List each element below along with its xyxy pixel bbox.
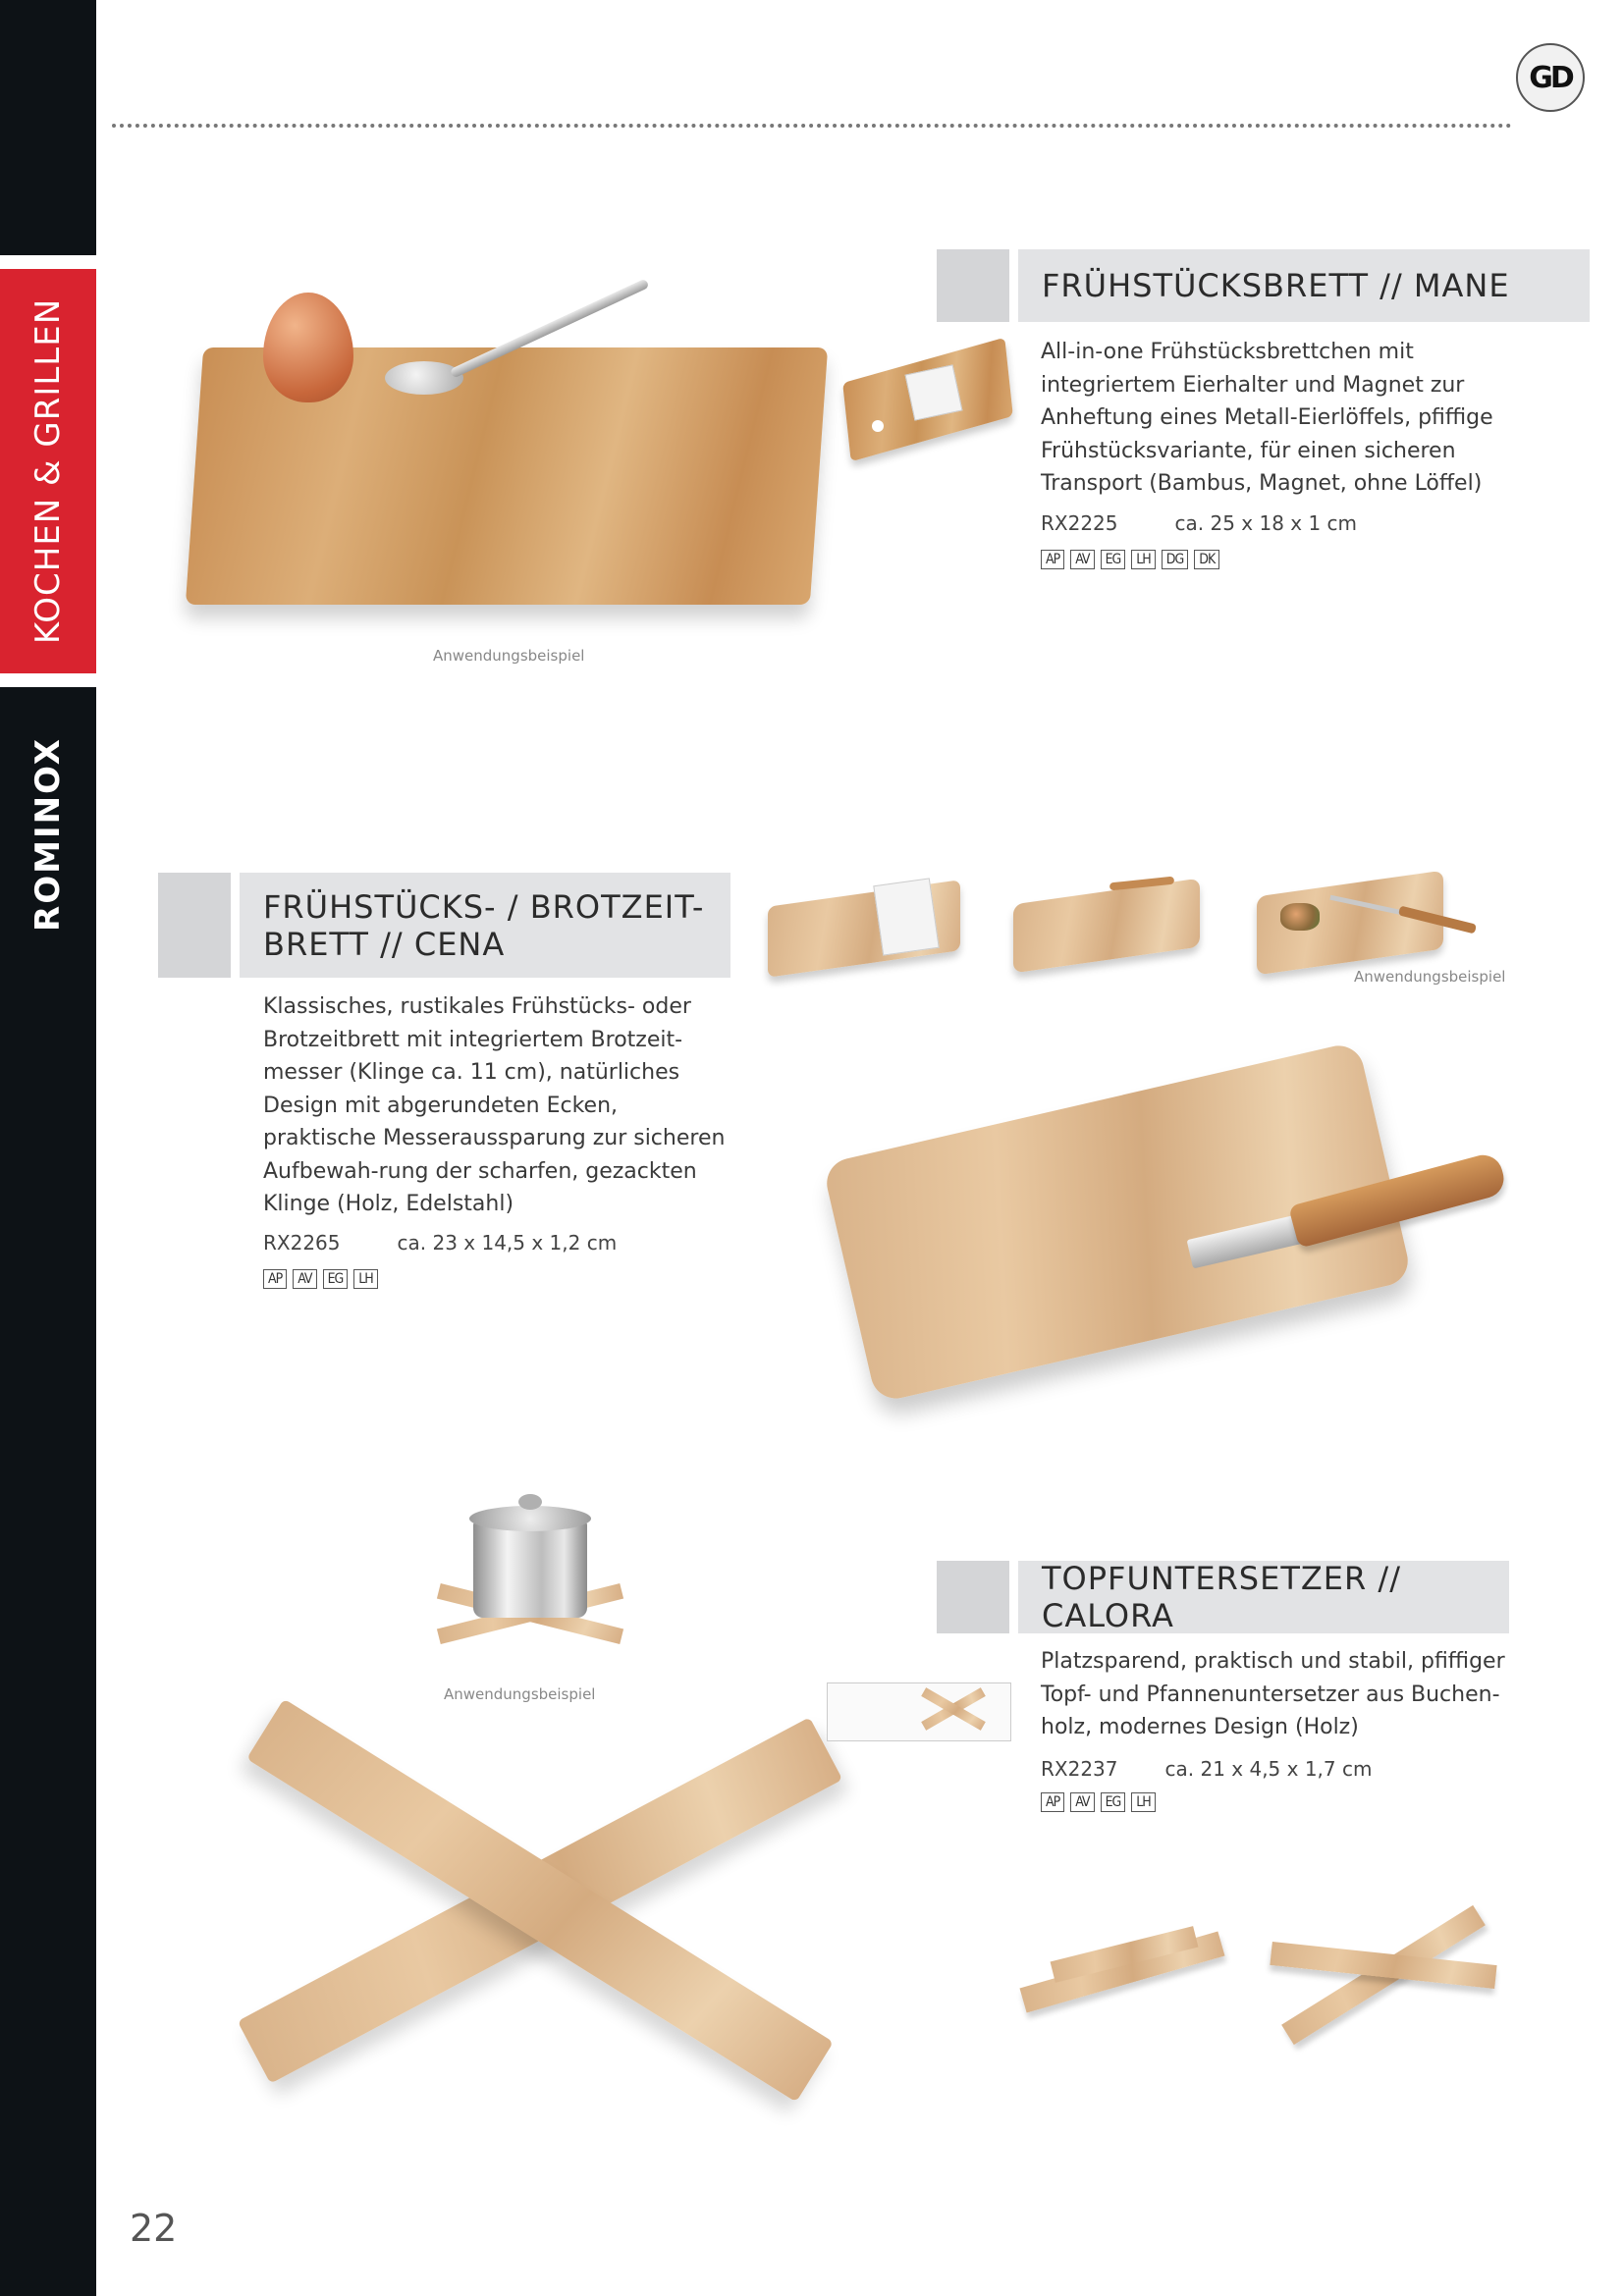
mane-sku: RX2225 <box>1041 511 1118 535</box>
cena-sku: RX2265 <box>263 1231 341 1255</box>
mane-tags <box>1041 550 1219 569</box>
title-marker <box>937 249 1009 322</box>
mane-packaging-image <box>842 346 1015 454</box>
calora-trivet-image <box>196 1698 874 2091</box>
cena-title-block <box>158 873 730 978</box>
tag-badge: DG <box>1162 550 1188 569</box>
title-marker <box>937 1561 1009 1633</box>
mane-dimensions: ca. 25 x 18 x 1 cm <box>1174 511 1358 535</box>
cena-usage-thumb <box>1251 864 1487 980</box>
tag-badge: LH <box>1131 550 1156 569</box>
tag-badge: EG <box>1101 1792 1126 1812</box>
mane-description: All-in-one Frühstücksbrettchen mit integriertem Eierhalter und Magnet zur Anheftung eines Metall-Eierlöffels, pfiffige Frühstücksvariante, für einen sicheren Transport (Bambus, Magnet, ohne Löffel) <box>1041 340 1493 496</box>
title-bar <box>240 873 730 978</box>
tag-badge: AV <box>1070 1792 1094 1812</box>
tag-badge: AV <box>293 1269 316 1289</box>
tag-badge: AP <box>1041 550 1064 569</box>
brand-logo: GD <box>1516 43 1585 112</box>
cena-spec <box>263 1231 617 1255</box>
tag-badge: LH <box>353 1269 378 1289</box>
cena-caption: Anwendungsbeispiel <box>1354 968 1506 986</box>
calora-sku: RX2237 <box>1041 1757 1118 1781</box>
calora-tags <box>1041 1792 1156 1812</box>
cena-board-image <box>803 1031 1530 1404</box>
cena-title-line1: FRÜHSTÜCKS- / BROTZEIT- <box>263 887 705 926</box>
mane-spec <box>1041 511 1357 535</box>
tag-badge: AP <box>263 1269 287 1289</box>
mane-board-image <box>187 285 835 648</box>
calora-open-image <box>1261 1885 1506 2061</box>
calora-caption: Anwendungsbeispiel <box>444 1685 596 1703</box>
mane-title: FRÜHSTÜCKSBRETT // MANE <box>1042 267 1510 304</box>
calora-packaging-image <box>823 1669 1015 1747</box>
cena-tags <box>263 1269 378 1289</box>
sidebar-category-label: KOCHEN & GRILLEN <box>28 297 69 645</box>
title-marker <box>158 873 231 978</box>
sidebar-top-block <box>0 0 96 255</box>
calora-title-block <box>937 1561 1509 1633</box>
tag-badge: EG <box>323 1269 349 1289</box>
sidebar-brand-label: ROMINOX <box>28 737 68 932</box>
header-divider <box>112 124 1512 128</box>
cena-title-line2: BRETT // CENA <box>263 925 506 963</box>
calora-title: TOPFUNTERSETZER // CALORA <box>1042 1560 1401 1634</box>
tag-badge: DK <box>1194 550 1219 569</box>
mane-caption: Anwendungsbeispiel <box>433 647 585 665</box>
tag-badge: AP <box>1041 1792 1064 1812</box>
calora-folded-image <box>1011 1904 1233 2022</box>
calora-description: Platzsparend, praktisch und stabil, pfiffiger Topf- und Pfannenuntersetzer aus Buchen-holz, modernes Design (Holz) <box>1041 1649 1505 1739</box>
cena-description: Klassisches, rustikales Frühstücks- oder Brotzeitbrett mit integriertem Brotzeit-messer (Klinge ca. 11 cm), natürliches Design mit abgerundeten Ecken, praktische Messeraussparung zur sicheren Aufbewah-rung der scharfen, gezackten Klinge (Holz, Edelstahl) <box>263 994 726 1216</box>
tag-badge: LH <box>1131 1792 1156 1812</box>
calora-usage-image <box>432 1490 628 1653</box>
mane-title-block <box>937 249 1590 322</box>
page-number: 22 <box>130 2207 178 2250</box>
tag-badge: EG <box>1101 550 1126 569</box>
cena-board-thumb <box>1007 868 1208 978</box>
calora-dimensions: ca. 21 x 4,5 x 1,7 cm <box>1164 1757 1373 1781</box>
title-bar <box>1018 249 1590 322</box>
cena-packaging-image <box>762 868 970 986</box>
title-bar <box>1018 1561 1509 1633</box>
calora-spec <box>1041 1757 1372 1781</box>
cena-dimensions: ca. 23 x 14,5 x 1,2 cm <box>397 1231 618 1255</box>
tag-badge: AV <box>1070 550 1094 569</box>
